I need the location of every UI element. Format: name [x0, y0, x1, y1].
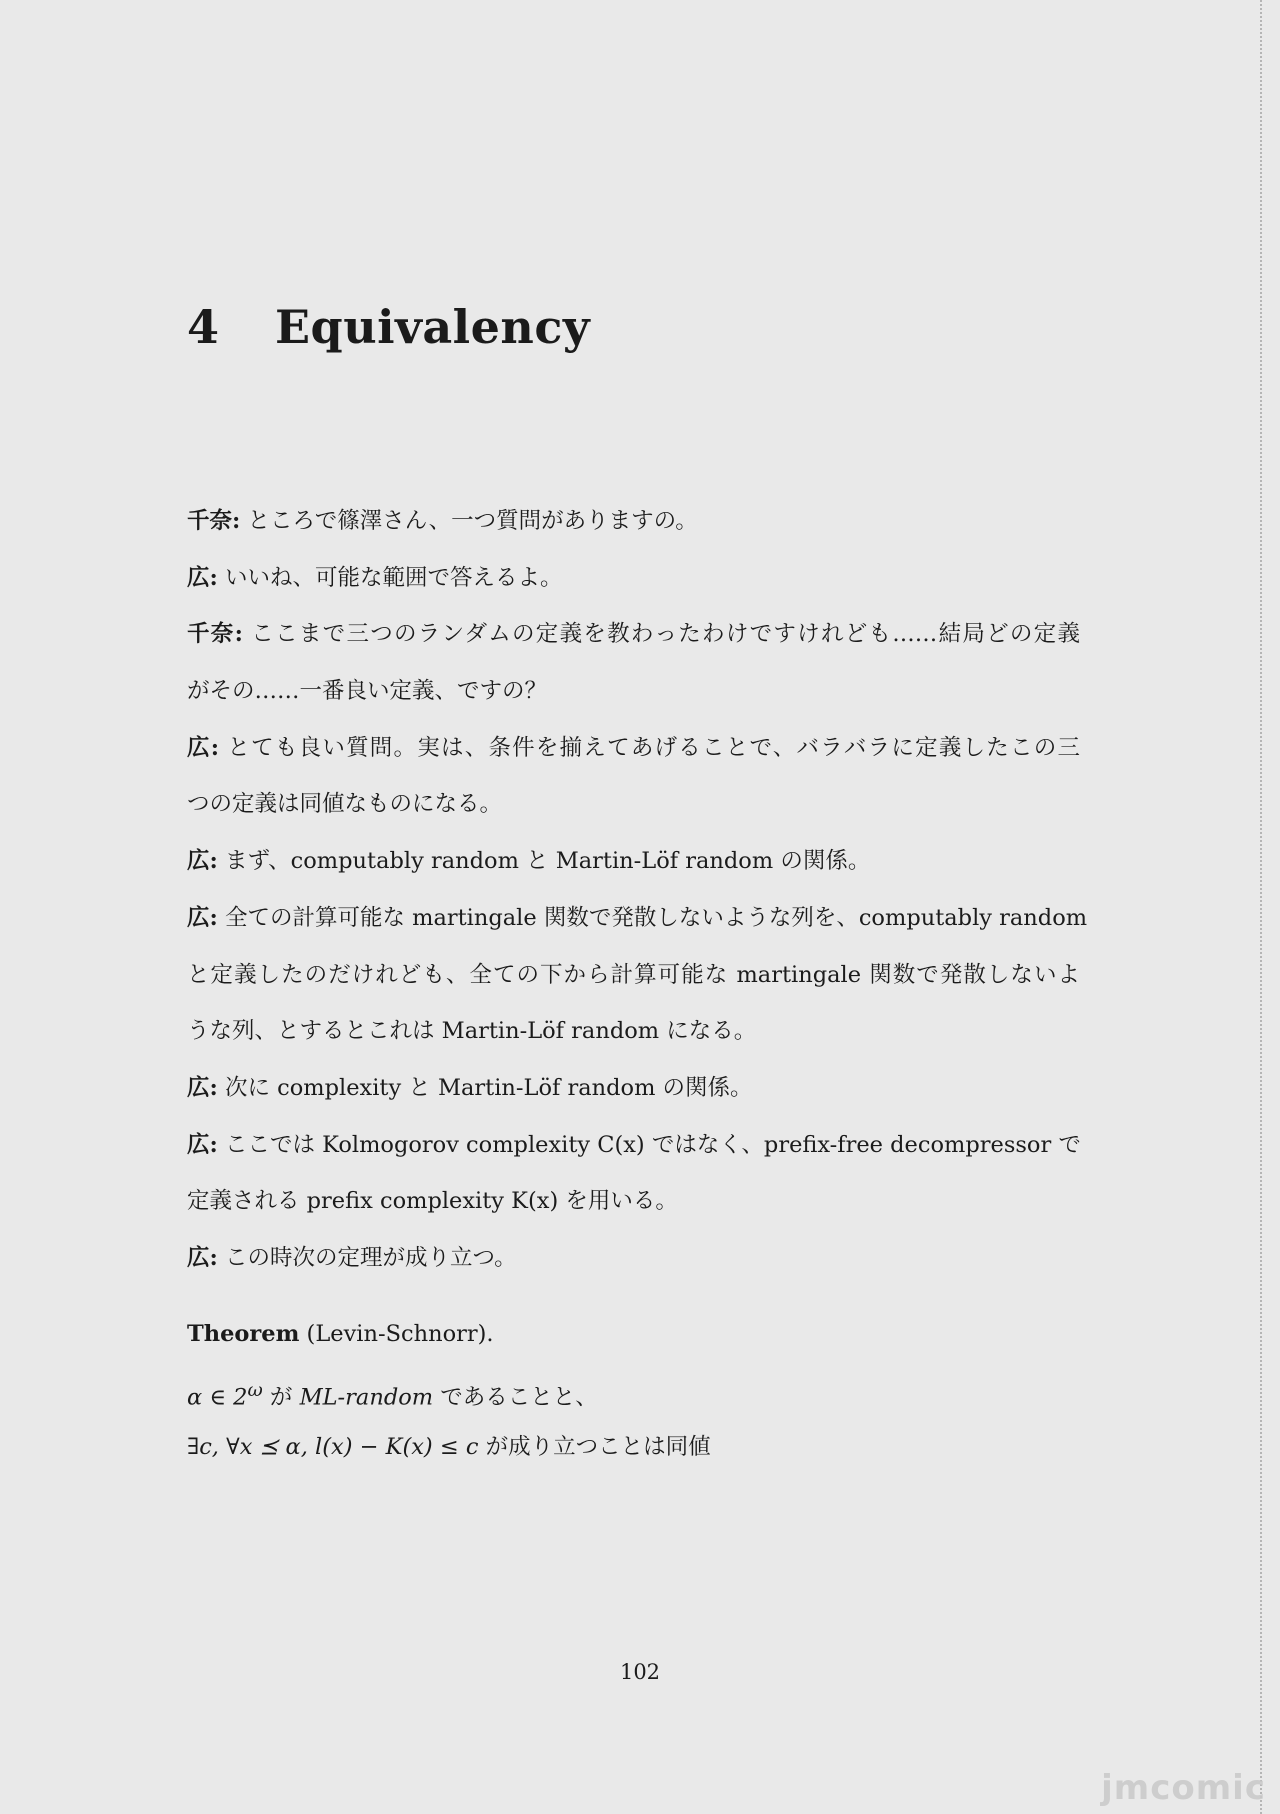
dialogue-text: ここでは Kolmogorov complexity C(x) ではなく、prefix-free decompressor で: [217, 1131, 1081, 1158]
dialogue-line: [187, 1064, 1080, 1121]
dialogue-line: [187, 724, 1080, 781]
dialogue-text: 全ての計算可能な martingale 関数で発散しないような列を、computably random: [217, 904, 1088, 931]
theorem-math-condition: ∃c, ∀x ⪯ α, l(x) − K(x) ≤ c: [187, 1434, 479, 1461]
theorem-math-omega: ω: [247, 1379, 263, 1401]
speaker-label: 千奈:: [187, 508, 241, 534]
dialogue-line: [187, 1177, 1080, 1234]
dialogue-text: と定義したのだけれども、全ての下から計算可能な martingale 関数で発散しないよ: [187, 961, 1080, 988]
dialogue-text: まず、computably random と Martin-Löf random の関係。: [217, 848, 871, 875]
dialogue-text: がその……一番良い定義、ですの？: [187, 678, 548, 705]
dialogue-text: いいね、可能な範囲で答えるよ。: [217, 564, 563, 591]
dialogue-line: [187, 497, 1080, 554]
speaker-label: 広:: [187, 1131, 218, 1158]
dialogue-text: ところで篠澤さん、一つ質問がありますの。: [240, 508, 698, 534]
theorem-text: が成り立つことは同値: [478, 1434, 711, 1461]
section-number: 4: [187, 300, 220, 354]
theorem-block: [187, 1310, 1080, 1480]
dialogue-text: うな列、とするとこれは Martin-Löf random になる。: [187, 1018, 757, 1045]
page-number: 102: [619, 1660, 661, 1684]
dialogue-line: [187, 667, 1080, 724]
dialogue-line: [187, 951, 1080, 1008]
speaker-label: 千奈:: [187, 621, 243, 648]
dialogue-line: [187, 894, 1088, 951]
speaker-label: 広:: [187, 1074, 218, 1101]
theorem-statement-line-2: [187, 1423, 1080, 1480]
theorem-label: Theorem: [187, 1321, 300, 1347]
speaker-label: 広:: [187, 564, 218, 591]
dialogue-text: この時次の定理が成り立つ。: [217, 1244, 517, 1271]
speaker-label: 広:: [187, 848, 218, 875]
theorem-text: であることと、: [433, 1384, 598, 1411]
dialogue-text: とても良い質問。実は、条件を揃えてあげることで、バラバラに定義したこの三: [219, 734, 1080, 761]
dialogue-text: 定義される prefix complexity K(x) を用いる。: [187, 1188, 678, 1215]
dialogue-line: [187, 554, 1080, 611]
dialogue-line: [187, 1121, 1080, 1178]
dialogue-text: 次に complexity と Martin-Löf random の関係。: [217, 1074, 753, 1101]
dialogue-body: [187, 497, 1088, 1291]
dialogue-line: [187, 610, 1080, 667]
dialogue-text: ここまで三つのランダムの定義を教わったわけですけれども……結局どの定義: [242, 621, 1080, 648]
theorem-heading-line: [187, 1310, 1080, 1367]
speaker-label: 広:: [187, 904, 218, 931]
dialogue-line: [187, 780, 1080, 837]
theorem-math-alpha: α ∈ 2: [187, 1384, 248, 1411]
section-heading: [187, 300, 590, 354]
dialogue-line: [187, 837, 1080, 894]
watermark-logo: jmcomic: [1101, 1768, 1266, 1808]
section-title-text: Equivalency: [275, 300, 591, 354]
dialogue-line: [187, 1234, 1080, 1291]
dialogue-line: [187, 1007, 1080, 1064]
theorem-statement-line-1: [187, 1367, 1080, 1424]
theorem-name: (Levin-Schnorr).: [299, 1321, 494, 1347]
speaker-label: 広:: [187, 734, 220, 761]
page-edge-perforation: [1258, 0, 1262, 1814]
theorem-text-ga: が: [262, 1384, 300, 1411]
theorem-ml-random: ML-random: [299, 1384, 434, 1411]
dialogue-text: つの定義は同値なものになる。: [187, 791, 503, 818]
speaker-label: 広:: [187, 1244, 218, 1271]
